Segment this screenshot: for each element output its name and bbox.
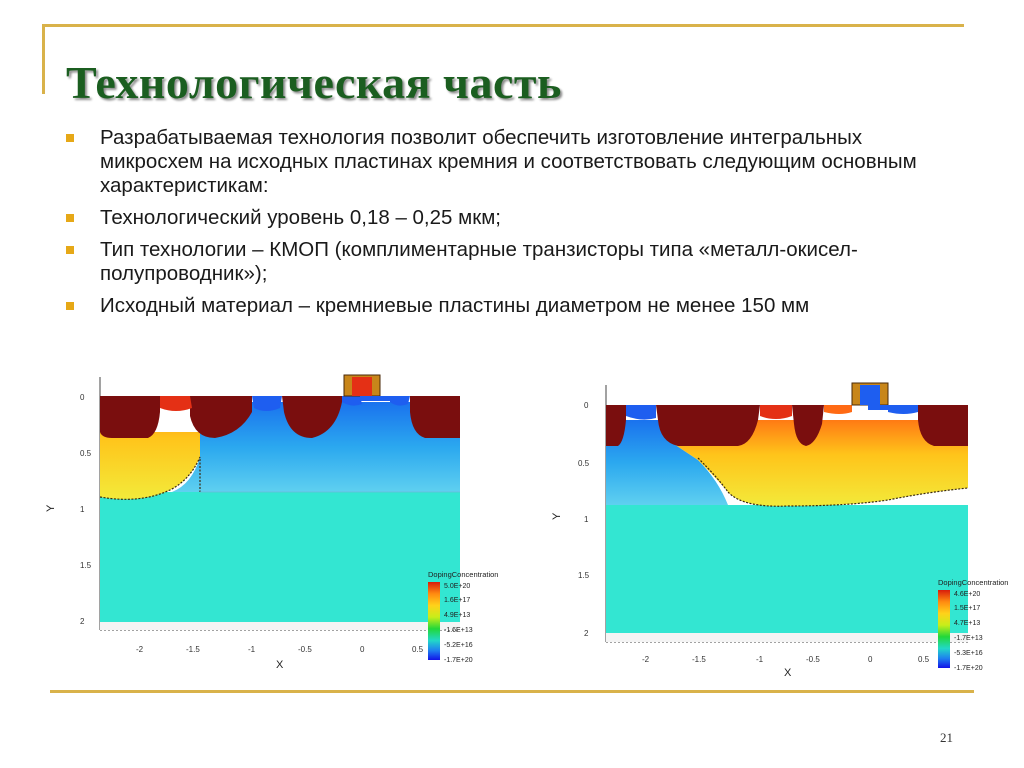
substrate-region xyxy=(100,492,460,622)
frame-left-line xyxy=(42,24,45,94)
substrate-region xyxy=(606,505,968,633)
y-tick-label: 1 xyxy=(584,515,589,524)
y-tick-label: 0.5 xyxy=(578,459,590,468)
bullet-text-4: Исходный материал – кремниевые пластины диаметром не менее 150 мм xyxy=(100,294,810,317)
bullet-square-icon xyxy=(66,134,74,142)
legend-colorbar xyxy=(428,582,440,660)
contact-region-p xyxy=(252,396,282,411)
y-axis-label: Y xyxy=(45,504,57,512)
page-number: 21 xyxy=(940,730,953,745)
oxide-right xyxy=(918,405,968,446)
legend-value: -1.7E+20 xyxy=(954,665,983,672)
x-tick-label: -1.5 xyxy=(186,645,200,654)
bottom-gap xyxy=(606,633,968,642)
legend-value: 4.9E+13 xyxy=(444,612,471,619)
legend-value: -1.7E+20 xyxy=(444,657,473,664)
y-tick-label: 0 xyxy=(80,393,85,402)
contact-region-p xyxy=(626,405,656,420)
x-tick-label: -1 xyxy=(248,645,256,654)
x-tick-label: -0.5 xyxy=(298,645,312,654)
bullet-square-icon xyxy=(66,246,74,254)
x-tick-label: -2 xyxy=(642,655,650,664)
bullet-text-3: Тип технологии – КМОП (комплиментарные транзисторы типа «металл-окисел-полупроводник»); xyxy=(100,238,858,285)
legend-title: DopingConcentration xyxy=(938,578,1009,587)
gate-channel xyxy=(868,405,898,410)
y-tick-label: 1 xyxy=(80,505,85,514)
y-tick-label: 0 xyxy=(584,401,589,410)
doping-plot-left-svg xyxy=(40,372,499,672)
gate-electrode xyxy=(352,377,372,396)
gate-electrode xyxy=(860,385,880,405)
legend-value: -1.7E+13 xyxy=(954,635,983,642)
bullet-item-3 xyxy=(64,238,964,286)
x-axis-label: X xyxy=(784,667,792,679)
y-tick-label: 2 xyxy=(584,629,589,638)
y-axis-label: Y xyxy=(551,512,563,520)
frame-top-line xyxy=(42,24,964,27)
frame-bottom-line xyxy=(50,690,974,693)
bullet-item-1 xyxy=(64,126,964,198)
legend-value: 1.6E+17 xyxy=(444,597,471,604)
oxide-center-left xyxy=(656,405,760,446)
bullet-square-icon xyxy=(66,302,74,310)
doping-plot-left xyxy=(40,372,499,672)
doping-plot-right-svg xyxy=(548,380,1018,682)
bottom-gap xyxy=(100,622,460,630)
x-tick-label: -2 xyxy=(136,645,144,654)
bullet-text-2: Технологический уровень 0,18 – 0,25 мкм; xyxy=(100,206,501,229)
oxide-left xyxy=(100,396,160,438)
source-region xyxy=(824,405,852,414)
x-tick-label: 0 xyxy=(868,655,873,664)
x-tick-label: -0.5 xyxy=(806,655,820,664)
doping-plot-right xyxy=(548,380,1018,682)
source-region-n xyxy=(160,396,192,411)
x-tick-label: 0 xyxy=(360,645,365,654)
x-tick-label: 0.5 xyxy=(918,655,930,664)
y-tick-label: 0.5 xyxy=(80,449,92,458)
x-tick-label: 0.5 xyxy=(412,645,424,654)
legend-value: -5.3E+16 xyxy=(954,650,983,657)
legend-value: 4.6E+20 xyxy=(954,591,981,598)
legend-value: -5.2E+16 xyxy=(444,642,473,649)
legend-value: 5.0E+20 xyxy=(444,583,471,590)
y-tick-label: 2 xyxy=(80,617,85,626)
legend-colorbar xyxy=(938,590,950,668)
y-tick-label: 1.5 xyxy=(578,571,590,580)
y-tick-label: 1.5 xyxy=(80,561,92,570)
contact-region-n xyxy=(760,405,792,419)
x-tick-label: -1 xyxy=(756,655,764,664)
legend-title: DopingConcentration xyxy=(428,570,499,579)
legend-value: 1.5E+17 xyxy=(954,605,981,612)
slide-title: Технологическая часть xyxy=(66,57,562,108)
x-axis-label: X xyxy=(276,659,284,671)
legend-value: -1.6E+13 xyxy=(444,627,473,634)
bullet-list xyxy=(64,126,964,326)
bullet-item-2 xyxy=(64,206,964,230)
bullet-text-1: Разрабатываемая технология позволит обеспечить изготовление интегральных микросхем на исходных пластинах кремния и соответствовать следующим основным характеристикам: xyxy=(100,126,917,197)
legend-value: 4.7E+13 xyxy=(954,620,981,627)
oxide-right xyxy=(410,396,460,438)
gate-channel xyxy=(360,396,390,401)
bullet-square-icon xyxy=(66,214,74,222)
bullet-item-4 xyxy=(64,294,964,318)
x-tick-label: -1.5 xyxy=(692,655,706,664)
